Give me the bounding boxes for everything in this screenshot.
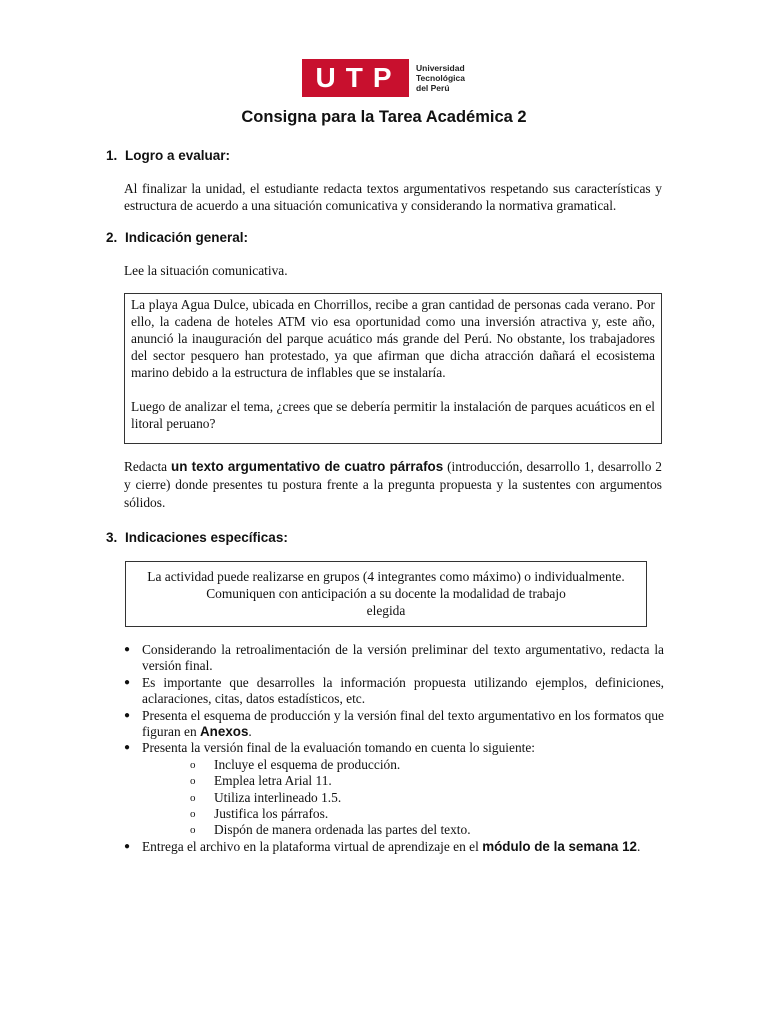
sub-list-item: o Utiliza interlineado 1.5. — [190, 789, 342, 805]
section-1-number: 1. — [106, 148, 118, 163]
task-bold: un texto argumentativo de cuatro párrafos — [171, 459, 444, 474]
situation-paragraph-1: La playa Agua Dulce, ubicada en Chorrillos, recibe a gran cantidad de personas cada verano. Por ello, la cadena de hoteles ATM vio esa oportunidad como una inversión atractiva y, este año, anunció la inauguración del parque acuático más grande del Perú. No obstante, los trabajadores del sector pesquero han protestado, ya que afirman que dicha atracción dañará el ecosistema marino debido a la estructura de inflables que se instalaría. — [131, 297, 655, 380]
section-2-heading — [106, 230, 248, 245]
situation-box — [124, 293, 662, 444]
logo-line-2: Tecnológica — [416, 73, 465, 83]
task-pre: Redacta — [124, 459, 172, 474]
modality-box — [125, 561, 647, 627]
sub-list-item: o Justifica los párrafos. — [190, 806, 329, 822]
logo-letters: UTP — [315, 62, 402, 93]
modality-last-word: elegida — [366, 603, 406, 618]
section-1-title: Logro a evaluar: — [125, 148, 231, 163]
section-2-intro: Lee la situación comunicativa. — [124, 263, 288, 278]
list-item: ● Presenta el esquema de producción y la versión final del texto argumentativo en los formatos que figuran en Anexos. — [124, 707, 664, 740]
logo-text — [416, 63, 465, 93]
section-2-number: 2. — [106, 230, 118, 245]
list-item: ● Entrega el archivo en la plataforma virtual de aprendizaje en el módulo de la semana 12. — [124, 838, 641, 854]
sub-list — [142, 757, 664, 839]
utp-logo — [302, 58, 465, 98]
instructions-list — [124, 642, 664, 855]
logo-mark — [302, 59, 409, 97]
section-3-heading — [106, 530, 288, 545]
sub-list-item: o Dispón de manera ordenada las partes del texto. — [190, 822, 471, 838]
page-title: Consigna para la Tarea Académica 2 — [241, 108, 527, 126]
section-1-heading — [106, 148, 230, 163]
list-item: ● Presenta la versión final de la evaluación tomando en cuenta lo siguiente: o Incluye el esquema de producción. o Emplea letra Arial 11. o Utiliza interlineado 1.5. o Justifica los párrafos. o Dispón de manera ordenada las partes del texto. — [124, 740, 664, 838]
modality-text: La actividad puede realizarse en grupos (4 integrantes como máximo) o individualmente. Comuniquen con anticipación a su docente la modalidad de trabajo — [147, 569, 625, 601]
list-item: ● Es importante que desarrolles la información propuesta utilizando ejemplos, definiciones, aclaraciones, citas, datos estadísticos, etc. — [124, 674, 664, 707]
logo-line-1: Universidad — [416, 63, 465, 73]
anexos-bold: Anexos — [200, 724, 249, 740]
section-3-number: 3. — [106, 530, 118, 545]
section-2-title: Indicación general: — [125, 230, 249, 245]
section-3-title: Indicaciones específicas: — [125, 530, 288, 545]
logo-line-3: del Perú — [416, 83, 450, 93]
sub-list-item: o Incluye el esquema de producción. — [190, 756, 401, 772]
list-item: ● Considerando la retroalimentación de la versión preliminar del texto argumentativo, redacta la versión final. — [124, 642, 664, 674]
situation-paragraph-2: Luego de analizar el tema, ¿crees que se debería permitir la instalación de parques acuáticos en el litoral peruano? — [131, 399, 655, 431]
module-bold: módulo de la semana 12 — [482, 838, 637, 854]
section-1-text: Al finalizar la unidad, el estudiante redacta textos argumentativos respetando sus características y estructura de acuerdo a una situación comunicativa y considerando la normativa gramatical. — [124, 181, 662, 213]
sub-list-item: o Emplea letra Arial 11. — [190, 773, 332, 789]
task-paragraph — [124, 458, 662, 512]
task-post: (introducción, desarrollo 1, desarrollo 2 y cierre) donde presentes tu postura frente a la pregunta propuesta y la sustentes con argumentos sólidos. — [124, 459, 662, 510]
